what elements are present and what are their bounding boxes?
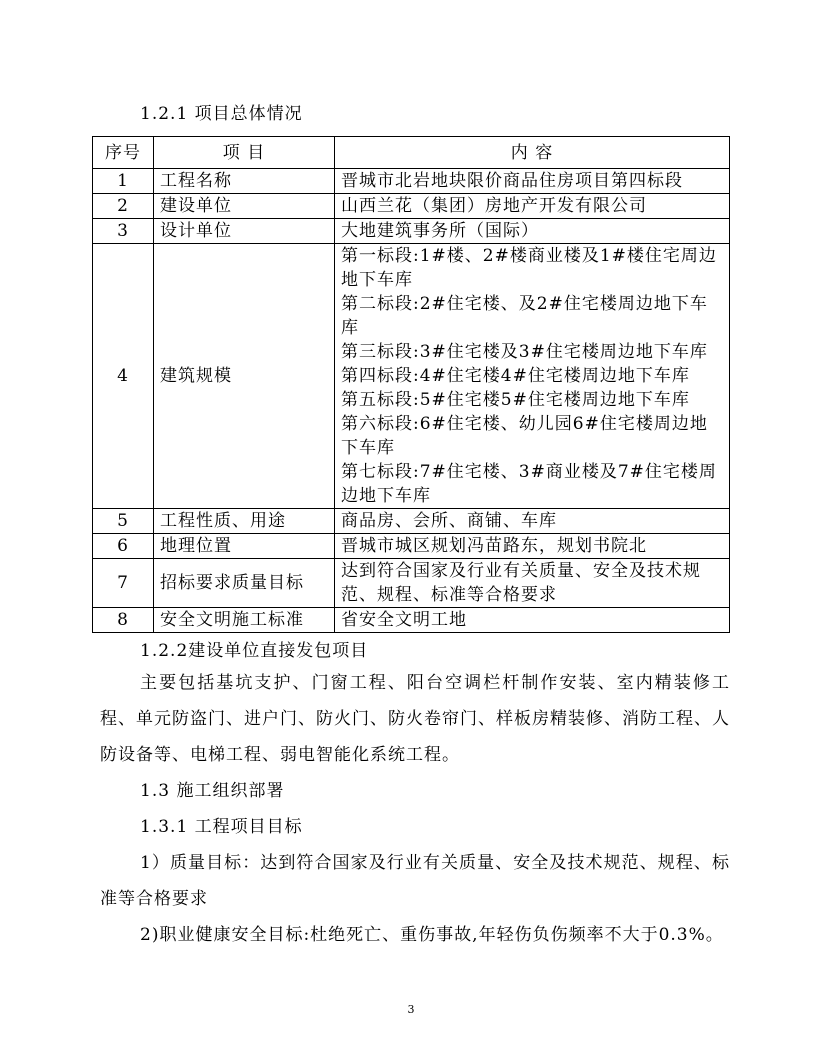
- header-content: 内 容: [335, 137, 730, 169]
- row-content: [335, 219, 730, 244]
- row-number: 8: [93, 608, 154, 633]
- paragraph-direct-contracts: 主要包括基坑支护、门窗工程、阳台空调栏杆制作安装、室内精装修工程、单元防盗门、进户门、防火门、防火卷帘门、样板房精装修、消防工程、人防设备等、电梯工程、弱电智能化系统工程。: [100, 673, 730, 765]
- section-heading-1-3: 1.3 施工组织部署: [140, 781, 285, 801]
- table-row: [93, 509, 730, 534]
- table-row: [93, 169, 730, 194]
- row-content: [335, 244, 730, 509]
- row-item: 安全文明施工标准: [154, 608, 335, 633]
- content-line: 第四标段:4#住宅楼4#住宅楼周边地下车库: [341, 366, 690, 386]
- header-no: 序号: [93, 137, 154, 169]
- section-heading-1-3-1: 1.3.1 工程项目目标: [140, 817, 303, 837]
- row-item: 建筑规模: [154, 244, 335, 509]
- content-line: 第三标段:3#住宅楼及3#住宅楼周边地下车库: [341, 342, 708, 362]
- row-item: 招标要求质量目标: [154, 559, 335, 608]
- section-heading-1-2-1: 1.2.1 项目总体情况: [140, 104, 303, 124]
- table-row: [93, 608, 730, 633]
- content-line: 第一标段:1#楼、2#楼商业楼及1#楼住宅周边地下车库: [341, 246, 717, 290]
- quality-goal: 1）质量目标：达到符合国家及行业有关质量、安全及技术规范、规程、标准等合格要求: [100, 853, 730, 909]
- row-content: [335, 559, 730, 608]
- row-content: [335, 509, 730, 534]
- row-item: 建设单位: [154, 194, 335, 219]
- table-header-row: [93, 137, 730, 169]
- safety-goal: 2)职业健康安全目标:杜绝死亡、重伤事故,年轻伤负伤频率不大于0.3%。: [140, 925, 724, 945]
- content-line: 大地建筑事务所（国际）: [341, 221, 539, 241]
- content-line: 晋城市城区规划冯苗路东，规划书院北: [341, 536, 647, 556]
- row-number: 4: [93, 244, 154, 509]
- row-number: 6: [93, 534, 154, 559]
- page-number: 3: [407, 1003, 415, 1016]
- table-row: [93, 534, 730, 559]
- row-item: 设计单位: [154, 219, 335, 244]
- row-number: 5: [93, 509, 154, 534]
- row-item: 工程名称: [154, 169, 335, 194]
- content-line: 山西兰花（集团）房地产开发有限公司: [341, 196, 647, 216]
- section-heading-1-2-2: 1.2.2建设单位直接发包项目: [140, 641, 369, 661]
- content-line: 第二标段:2#住宅楼、及2#住宅楼周边地下车库: [341, 294, 708, 338]
- content-line: 晋城市北岩地块限价商品住房项目第四标段: [341, 171, 683, 191]
- row-item: 地理位置: [154, 534, 335, 559]
- row-item: 工程性质、用途: [154, 509, 335, 534]
- row-number: 7: [93, 559, 154, 608]
- row-number: 3: [93, 219, 154, 244]
- header-item: 项 目: [154, 137, 335, 169]
- row-content: [335, 194, 730, 219]
- row-number: 1: [93, 169, 154, 194]
- content-line: 省安全文明工地: [341, 610, 467, 630]
- row-number: 2: [93, 194, 154, 219]
- table-row: [93, 194, 730, 219]
- row-content: [335, 534, 730, 559]
- content-line: 第六标段:6#住宅楼、幼儿园6#住宅楼周边地下车库: [341, 414, 708, 458]
- content-line: 商品房、会所、商铺、车库: [341, 511, 557, 531]
- table-row: [93, 244, 730, 509]
- content-line: 第七标段:7#住宅楼、3#商业楼及7#住宅楼周边地下车库: [341, 462, 717, 506]
- content-line: 第五标段:5#住宅楼5#住宅楼周边地下车库: [341, 390, 690, 410]
- project-overview-table: [92, 136, 730, 633]
- row-content: [335, 608, 730, 633]
- table-row: [93, 219, 730, 244]
- table-row: [93, 559, 730, 608]
- content-line: 达到符合国家及行业有关质量、安全及技术规范、规程、标准等合格要求: [341, 561, 701, 605]
- row-content: [335, 169, 730, 194]
